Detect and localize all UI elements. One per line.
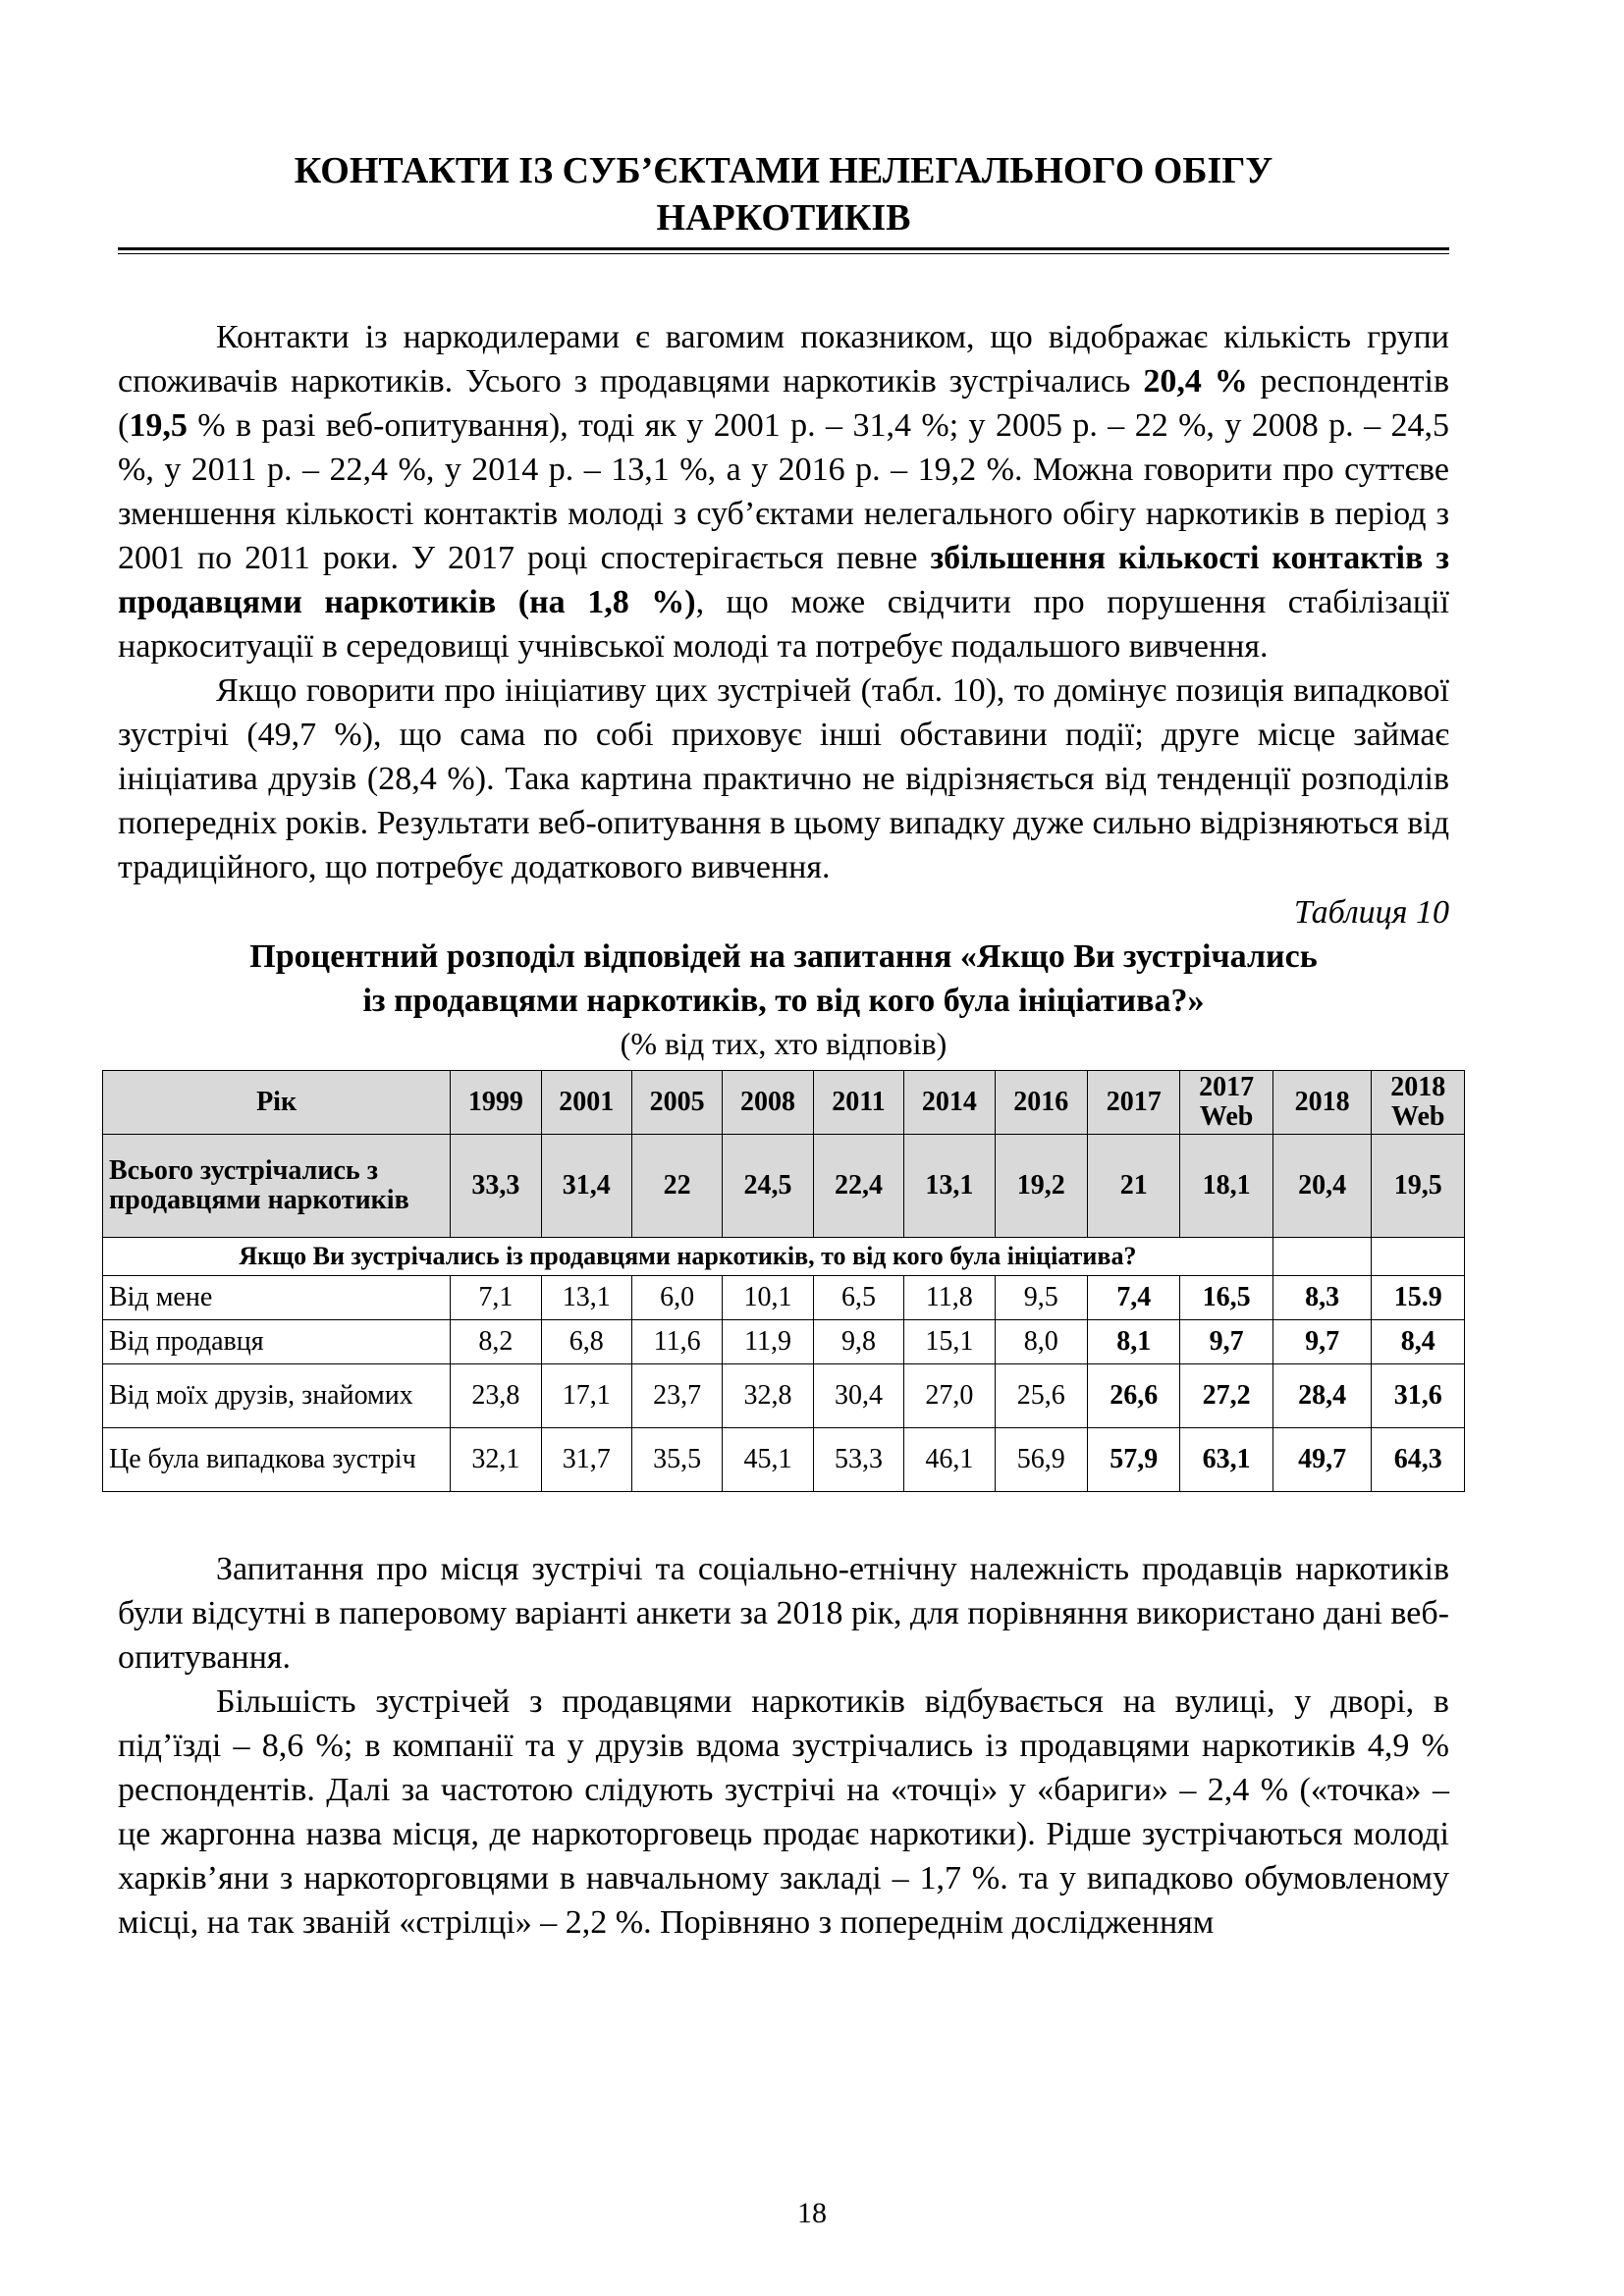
row-value: 9,5 xyxy=(995,1276,1087,1320)
row-value: 28,4 xyxy=(1272,1364,1372,1428)
header-year: 2001 xyxy=(541,1071,631,1135)
row-value: 11,6 xyxy=(631,1320,722,1364)
total-value: 31,4 xyxy=(541,1135,631,1238)
header-year: 2017 xyxy=(1087,1071,1179,1135)
row-value: 6,8 xyxy=(541,1320,631,1364)
total-value: 22,4 xyxy=(813,1135,903,1238)
row-value: 10,1 xyxy=(723,1276,813,1320)
table-title xyxy=(118,934,1449,1023)
row-value: 46,1 xyxy=(904,1428,995,1492)
row-value: 17,1 xyxy=(541,1364,631,1428)
paragraph-4: Більшість зустрічей з продавцями наркотиків відбувається на вулиці, у дворі, в під’їзді – 8,6 %; в компанії та у друзів вдома зустрічались із продавцями наркотиків 4,9 % респондентів. Далі за частотою слідують зустрічі на «точці» у «бариги» – 2,4 % («точка» – це жаргонна назва місця, де наркоторговець продає наркотики). Рідше зустрічаються молоді харків’яни з наркоторговцями в навчальному закладі – 1,7 %. та у випадково обумовленому місці, на так званій «стрілці» – 2,2 %. Порівняно з попереднім дослідженням xyxy=(118,1683,1449,1941)
row-value: 13,1 xyxy=(541,1276,631,1320)
row-value: 8,0 xyxy=(995,1320,1087,1364)
header-year: 2014 xyxy=(904,1071,995,1135)
row-value: 31,7 xyxy=(541,1428,631,1492)
header-year: 2017 Web xyxy=(1180,1071,1272,1135)
heading-line-1: КОНТАКТИ ІЗ СУБ’ЄКТАМИ НЕЛЕГАЛЬНОГО ОБІГУ xyxy=(294,150,1273,191)
row-value: 15,1 xyxy=(904,1320,995,1364)
row-label: Це була випадкова зустріч xyxy=(103,1428,451,1492)
row-value: 27,2 xyxy=(1180,1364,1272,1428)
row-value: 56,9 xyxy=(995,1428,1087,1492)
table-caption: Таблиця 10 xyxy=(1293,894,1449,931)
table-subtitle: (% від тих, хто відповів) xyxy=(620,1026,947,1061)
total-value: 22 xyxy=(631,1135,722,1238)
row-value: 57,9 xyxy=(1087,1428,1179,1492)
p1-text-1: Контакти із наркодилерами є вагомим показником, що відображає кількість групи споживачів наркотиків. Усього з продавцями наркотиків зустрічались xyxy=(118,319,1449,400)
row-value: 7,4 xyxy=(1087,1276,1179,1320)
row-label: Від мене xyxy=(103,1276,451,1320)
total-value: 19,5 xyxy=(1372,1135,1465,1238)
table-row xyxy=(103,1320,1465,1364)
row-value: 8,2 xyxy=(451,1320,541,1364)
table-title-line-2: із продавцями наркотиків, то від кого була ініціатива?» xyxy=(362,983,1205,1019)
row-value: 8,1 xyxy=(1087,1320,1179,1364)
header-year: 2008 xyxy=(723,1071,813,1135)
row-value: 7,1 xyxy=(451,1276,541,1320)
row-value: 64,3 xyxy=(1372,1428,1465,1492)
header-year: 2018 Web xyxy=(1372,1071,1465,1135)
row-value: 31,6 xyxy=(1372,1364,1465,1428)
p1-bold-3: збільшення кількості контактів з продавцями наркотиків (на 1,8 %) xyxy=(118,540,1449,620)
header-label: Рік xyxy=(103,1071,451,1135)
page-number: 18 xyxy=(797,2197,827,2229)
row-value: 35,5 xyxy=(631,1428,722,1492)
row-value: 45,1 xyxy=(723,1428,813,1492)
row-value: 15.9 xyxy=(1372,1276,1465,1320)
page-content xyxy=(109,147,1450,1945)
question-text: Якщо Ви зустрічались із продавцями наркотиків, то від кого була ініціатива? xyxy=(103,1238,1273,1276)
row-value: 23,8 xyxy=(451,1364,541,1428)
header-year: 2018 xyxy=(1272,1071,1372,1135)
table-row xyxy=(103,1428,1465,1492)
heading-line-2: НАРКОТИКІВ xyxy=(656,197,911,239)
row-value: 32,8 xyxy=(723,1364,813,1428)
table-row xyxy=(103,1364,1465,1428)
row-value: 9,8 xyxy=(813,1320,903,1364)
row-value: 30,4 xyxy=(813,1364,903,1428)
header-year: 2016 xyxy=(995,1071,1087,1135)
header-year: 1999 xyxy=(451,1071,541,1135)
table-total-row xyxy=(103,1135,1465,1238)
total-value: 33,3 xyxy=(451,1135,541,1238)
row-value: 9,7 xyxy=(1272,1320,1372,1364)
row-value: 32,1 xyxy=(451,1428,541,1492)
row-value: 11,8 xyxy=(904,1276,995,1320)
row-value: 8,3 xyxy=(1272,1276,1372,1320)
p1-text-4: , що може свідчити про порушення стабілізації наркоситуації в середовищі учнівської молоді та потребує подальшого вивчення. xyxy=(118,584,1450,665)
table-title-line-1: Процентний розподіл відповідей на запитання «Якщо Ви зустрічались xyxy=(249,938,1318,975)
row-value: 16,5 xyxy=(1180,1276,1272,1320)
header-year: 2005 xyxy=(631,1071,722,1135)
row-value: 26,6 xyxy=(1087,1364,1179,1428)
table-row xyxy=(103,1276,1465,1320)
row-label: Від продавця xyxy=(103,1320,451,1364)
table-question-row xyxy=(103,1238,1465,1276)
paragraph-2: Якщо говорити про ініціативу цих зустрічей (табл. 10), то домінує позиція випадкової зустрічі (49,7 %), що сама по собі приховує інші обставини події; друге місце займає ініціатива друзів (28,4 %). Така картина практично не відрізняється від тенденції розподілів попередніх років. Результати веб-опитування в цьому випадку дуже сильно відрізняються від традиційного, що потребує додаткового вивчення. xyxy=(118,672,1449,885)
row-value: 11,9 xyxy=(723,1320,813,1364)
p1-text-3: % в разі веб-опитування), тоді як у 2001 р. – 31,4 %; у 2005 р. – 22 %, у 2008 р. – 24,5 %, у 2011 р. – 22,4 %, у 2014 р. – 13,1 %, а у 2016 р. – 19,2 %. Можна говорити про суттєве зменшення кількості контактів молоді з суб’єктами нелегального обігу наркотиків в період з 2001 по 2011 роки. У 2017 році спостерігається певне xyxy=(118,407,1449,576)
p1-text-2: респондентів ( xyxy=(118,363,1450,444)
row-label: Від моїх друзів, знайомих xyxy=(103,1364,451,1428)
table-body xyxy=(103,1276,1465,1492)
section-heading xyxy=(118,147,1449,241)
p1-bold-2: 19,5 xyxy=(129,407,188,444)
row-value: 53,3 xyxy=(813,1428,903,1492)
header-year: 2011 xyxy=(813,1071,903,1135)
table-header-row xyxy=(103,1071,1465,1135)
data-table xyxy=(102,1070,1465,1492)
paragraph-3: Запитання про місця зустрічі та соціально-етнічну належність продавців наркотиків були відсутні в паперовому варіанті анкети за 2018 рік, для порівняння використано дані веб-опитування. xyxy=(118,1551,1449,1676)
row-value: 49,7 xyxy=(1272,1428,1372,1492)
row-value: 8,4 xyxy=(1372,1320,1465,1364)
total-value: 19,2 xyxy=(995,1135,1087,1238)
question-empty-cell xyxy=(1272,1238,1372,1276)
row-value: 6,5 xyxy=(813,1276,903,1320)
paragraph-1 xyxy=(118,315,1449,668)
total-value: 24,5 xyxy=(723,1135,813,1238)
question-empty-cell xyxy=(1372,1238,1465,1276)
p1-bold-1: 20,4 % xyxy=(1143,363,1248,400)
total-value: 21 xyxy=(1087,1135,1179,1238)
row-value: 27,0 xyxy=(904,1364,995,1428)
heading-rule xyxy=(118,247,1449,254)
total-label: Всього зустрічались з продавцями наркотиків xyxy=(103,1135,451,1238)
row-value: 25,6 xyxy=(995,1364,1087,1428)
row-value: 63,1 xyxy=(1180,1428,1272,1492)
total-value: 18,1 xyxy=(1180,1135,1272,1238)
row-value: 6,0 xyxy=(631,1276,722,1320)
total-value: 20,4 xyxy=(1272,1135,1372,1238)
total-value: 13,1 xyxy=(904,1135,995,1238)
row-value: 23,7 xyxy=(631,1364,722,1428)
row-value: 9,7 xyxy=(1180,1320,1272,1364)
